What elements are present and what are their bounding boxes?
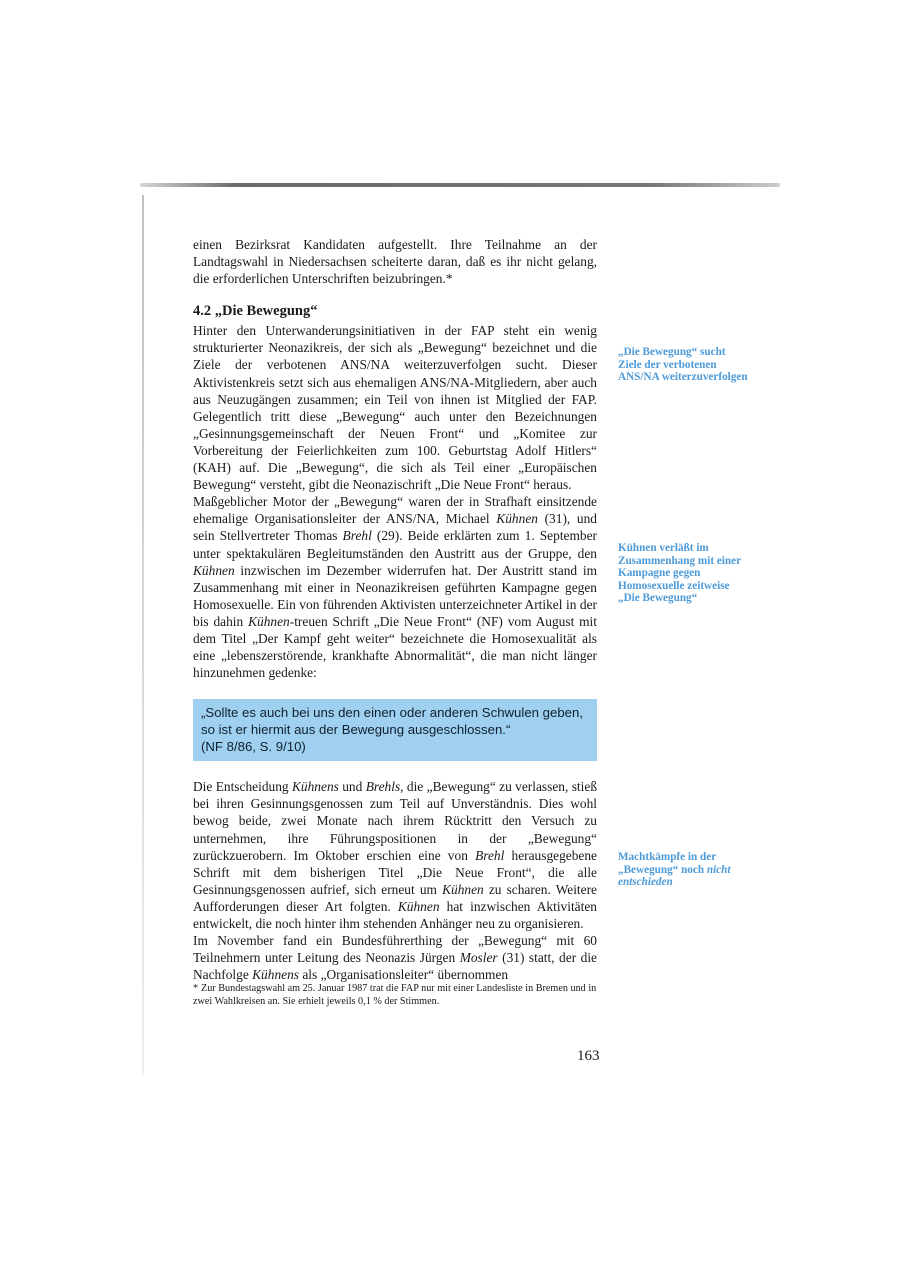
highlighted-quote xyxy=(193,699,597,761)
quote-text: „Sollte es auch bei uns den einen oder anderen Schwulen geben, so ist er hiermit aus der Bewegung ausgeschlossen.“ xyxy=(201,705,583,738)
top-rule xyxy=(140,183,780,187)
margin-note-2: Kühnen verläßt im Zusammenhang mit einer Kampagne gegen Homosexuelle zeitweise „Die Bewegung“ xyxy=(618,542,741,605)
quote-source: (NF 8/86, S. 9/10) xyxy=(201,739,306,755)
margin-note-3: Machtkämpfe in der „Bewegung“ noch nicht entschieden xyxy=(618,851,731,889)
paragraph-4: Im November fand ein Bundesführerthing der „Bewegung“ mit 60 Teilnehmern unter Leitung des Neonazis Jürgen Mosler (31) statt, der die Nachfolge Kühnens als „Organisationsleiter“ übernommen xyxy=(193,933,597,983)
footnote-text: Zur Bundestagswahl am 25. Januar 1987 trat die FAP nur mit einer Landesliste in Bremen und in zwei Wahlkreisen an. Sie erhielt jeweils 0,1 % der Stimmen. xyxy=(193,983,597,1007)
paragraph-2: Maßgeblicher Motor der „Bewegung“ waren der in Strafhaft einsitzende ehemalige Organisationsleiter der ANS/NA, Michael Kühnen (31), und sein Stellvertreter Thomas Brehl (29). Beide erklärten zum 1. September unter spektakulären Begleitumständen den Austritt aus der Gruppe, den Kühnen inzwischen im Dezember widerrufen hat. Der Austritt stand im Zusammenhang mit einer in Neonazikreisen geführten Kampagne gegen Homosexuelle. Ein von führenden Aktivisten unterzeichneter Artikel in der bis dahin Kühnen-treuen Schrift „Die Neue Front“ (NF) vom August mit dem Titel „Der Kampf geht weiter“ bezeichnete die Homosexualität als eine „lebenszerstörende, krankhafte Abnormalität“, die man nicht länger hinzunehmen gedenke: xyxy=(193,494,598,681)
footnote xyxy=(193,983,597,1008)
page-number: 163 xyxy=(577,1048,600,1064)
paragraph-3: Die Entscheidung Kühnens und Brehls, die „Bewegung“ zu verlassen, stieß bei ihren Gesinnungsgenossen zum Teil auf Unverständnis. Dies wohl bewog beide, zwei Monate nach ihrem Rücktritt den Versuch zu unternehmen, ihre Führungspositionen in der „Bewegung“ zurückzuerobern. Im Oktober erschien eine von Brehl herausgegebene Schrift mit dem bisherigen Titel „Die Neue Front“, die alle Gesinnungsgenossen aufrief, sich erneut um Kühnen zu scharen. Weitere Aufforderungen dieser Art folgten. Kühnen hat inzwischen Aktivitäten entwickelt, die noch hinter ihm stehenden Anhänger neu zu organisieren. xyxy=(193,779,598,931)
footnote-mark: * xyxy=(193,983,199,995)
intro-paragraph: einen Bezirksrat Kandidaten aufgestellt. Ihre Teilnahme an der Landtagswahl in Niedersachsen scheiterte daran, daß es ihr nicht gelang, die erforderlichen Unterschriften beizubringen.* xyxy=(193,237,597,287)
section-heading: 4.2 „Die Bewegung“ xyxy=(193,303,318,320)
margin-note-1: „Die Bewegung“ sucht Ziele der verbotenen ANS/NA weiterzuverfolgen xyxy=(618,346,748,384)
paragraph-1: Hinter den Unterwanderungsinitiativen in der FAP steht ein wenig strukturierter Neonazikreis, der sich als „Bewegung“ bezeichnet und die Ziele der verbotenen ANS/NA weiterzuverfolgen sucht. Dieser Aktivistenkreis setzt sich aus ehemaligen ANS/NA-Mitgliedern, aber auch aus Neuzugängen zusammen; ein Teil von ihnen ist Mitglied der FAP. Gelegentlich tritt diese „Bewegung“ auch unter den Bezeichnungen „Gesinnungsgemeinschaft der Neuen Front“ und „Komitee zur Vorbereitung der Feierlichkeiten zum 100. Geburtstag Adolf Hitlers“ (KAH) auf. Die „Bewegung“, die sich als Teil einer „Europäischen Bewegung“ versteht, gibt die Neonazischrift „Die Neue Front“ heraus. xyxy=(193,323,597,493)
main-text-column xyxy=(193,236,597,1009)
left-rule xyxy=(142,195,144,1075)
